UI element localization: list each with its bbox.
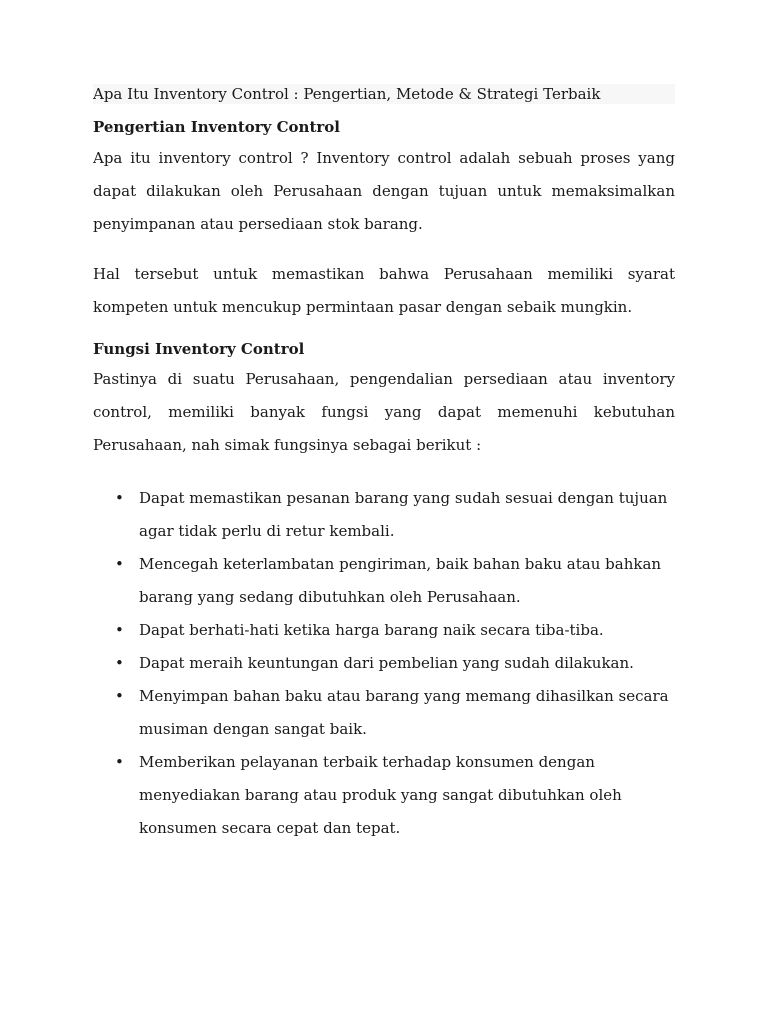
paragraph-functions-intro: Pastinya di suatu Perusahaan, pengendalian persediaan atau inventory control, memiliki banyak fungsi yang dapat memenuhi kebutuhan Perusahaan, nah simak fungsinya sebagai berikut :	[93, 370, 675, 454]
document-title: Apa Itu Inventory Control : Pengertian, Metode & Strategi Terbaik	[93, 84, 675, 104]
bullet-icon: •	[115, 621, 124, 639]
list-item-text: Menyimpan bahan baku atau barang yang memang dihasilkan secara musiman dengan sangat baik.	[139, 687, 669, 738]
list-item-text: Memberikan pelayanan terbaik terhadap konsumen dengan menyediakan barang atau produk yang sangat dibutuhkan oleh konsumen secara cepat dan tepat.	[139, 753, 622, 837]
document-content	[93, 84, 675, 845]
bullet-icon: •	[115, 489, 124, 507]
bullet-icon: •	[115, 555, 124, 573]
list-item	[93, 680, 675, 746]
list-item-text: Dapat meraih keuntungan dari pembelian yang sudah dilakukan.	[139, 654, 634, 672]
paragraph-definition: Apa itu inventory control ? Inventory control adalah sebuah proses yang dapat dilakukan oleh Perusahaan dengan tujuan untuk memaksimalkan penyimpanan atau persediaan stok barang.	[93, 149, 675, 233]
paragraph-purpose: Hal tersebut untuk memastikan bahwa Perusahaan memiliki syarat kompeten untuk mencukup permintaan pasar dengan sebaik mungkin.	[93, 265, 675, 316]
list-item	[93, 614, 675, 647]
list-item	[93, 746, 675, 845]
list-item	[93, 548, 675, 614]
section-heading-pengertian: Pengertian Inventory Control	[93, 118, 340, 136]
bullet-icon: •	[115, 753, 124, 771]
bullet-icon: •	[115, 654, 124, 672]
list-item	[93, 482, 675, 548]
list-item-text: Dapat memastikan pesanan barang yang sudah sesuai dengan tujuan agar tidak perlu di retur kembali.	[139, 489, 668, 540]
list-item-text: Dapat berhati-hati ketika harga barang naik secara tiba-tiba.	[139, 621, 604, 639]
list-item	[93, 647, 675, 680]
bullet-icon: •	[115, 687, 124, 705]
list-item-text: Mencegah keterlambatan pengiriman, baik bahan baku atau bahkan barang yang sedang dibutuhkan oleh Perusahaan.	[139, 555, 662, 606]
functions-list	[93, 482, 675, 845]
section-heading-fungsi: Fungsi Inventory Control	[93, 340, 305, 358]
